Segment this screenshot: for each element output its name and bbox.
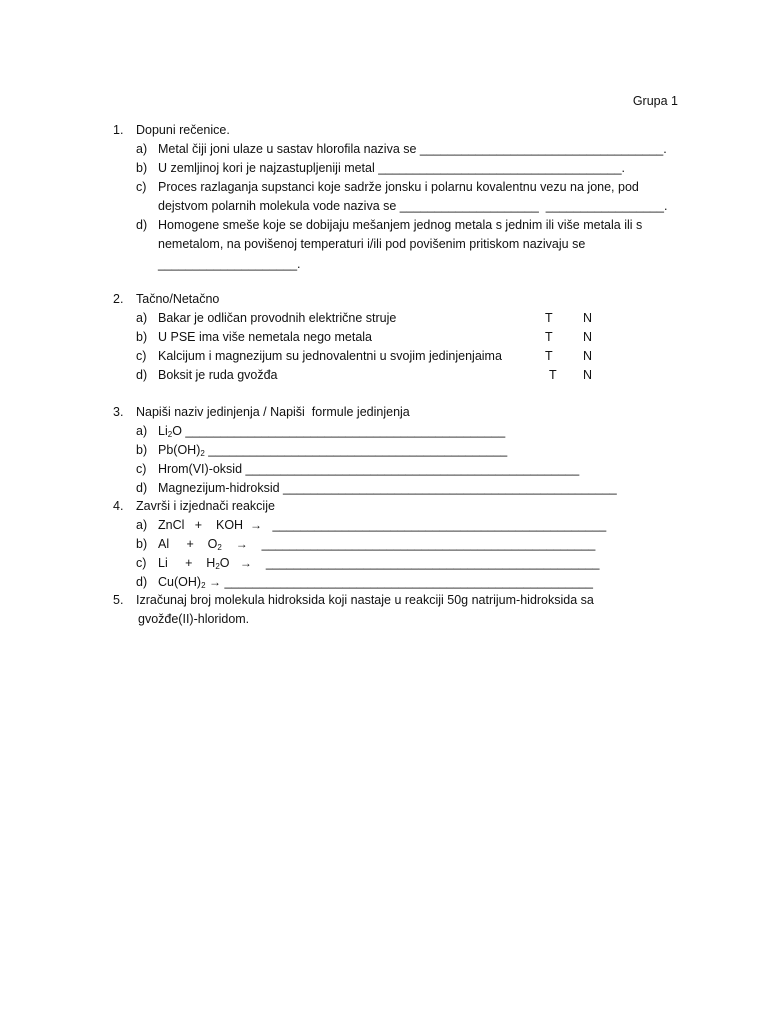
item-letter: a): [136, 518, 148, 532]
question-number: 3.: [113, 405, 124, 419]
arrow-icon: →: [239, 556, 252, 570]
question-title: Završi i izjednači reakcije: [136, 499, 275, 513]
item-letter: a): [136, 311, 148, 325]
true-option: T: [549, 368, 557, 382]
question-text-continued: gvožđe(II)-hloridom.: [138, 612, 250, 626]
item-text: Boksit je ruda gvožđa: [158, 368, 278, 382]
formula-line: $Li_2O$ ______________________________________________: [158, 424, 506, 439]
item-text: Homogene smeše koje se dobijaju mešanjem jednog metala s jednim ili više metala ili s: [158, 218, 643, 232]
question-title: Tačno/Netačno: [136, 292, 220, 306]
item-letter: b): [136, 161, 148, 175]
item-letter: c): [136, 180, 147, 194]
item-text: Bakar je odličan provodnih električne struje: [158, 311, 397, 325]
false-option: N: [583, 311, 593, 325]
arrow-icon: →: [250, 518, 263, 532]
question-number: 5.: [113, 593, 124, 607]
item-text: U PSE ima više nemetala nego metala: [158, 330, 372, 344]
arrow-icon: →: [209, 575, 221, 589]
item-text-continued: dejstvom polarnih molekula vode naziva se ____________________ _________________.: [158, 199, 668, 213]
formula-line: $Pb(OH)_2$ ___________________________________________: [158, 443, 508, 458]
compound-name-line: Hrom(VI)-oksid ________________________________________________: [158, 462, 580, 476]
item-text: U zemljinoj kori je najzastupljeniji metal ___________________________________.: [158, 161, 626, 175]
item-letter: c): [136, 462, 147, 476]
item-letter: c): [136, 556, 147, 570]
true-option: T: [545, 330, 553, 344]
question-number: 2.: [113, 292, 124, 306]
item-text-continued: nemetalom, na povišenoj temperaturi i/ili pod povišenim pritiskom nazivaju se: [158, 237, 586, 251]
reaction-line: ZnCl + KOH → ________________________________________________: [158, 518, 607, 532]
compound-name-line: Magnezijum-hidroksid ________________________________________________: [158, 481, 617, 495]
item-letter: a): [136, 424, 148, 438]
false-option: N: [583, 349, 593, 363]
item-letter: b): [136, 537, 148, 551]
item-letter: a): [136, 142, 148, 156]
item-letter: d): [136, 481, 148, 495]
false-option: N: [583, 330, 593, 344]
item-text: Proces razlaganja supstanci koje sadrže jonsku i polarnu kovalentnu vezu na jone, pod: [158, 180, 639, 194]
reaction-line: $Cu(OH)_2$ → _____________________________________________________: [158, 575, 593, 590]
reaction-line: Li + $H_2O$ → ________________________________________________: [158, 556, 600, 571]
question-title: Dopuni rečenice.: [136, 123, 230, 137]
question-title: Napiši naziv jedinjenja / Napiši formule jedinjenja: [136, 405, 410, 419]
question-number: 4.: [113, 499, 124, 513]
item-text: Metal čiji joni ulaze u sastav hlorofila naziva se ___________________________________.: [158, 142, 667, 156]
item-letter: c): [136, 349, 147, 363]
true-option: T: [545, 349, 553, 363]
item-letter: d): [136, 368, 148, 382]
question-text: Izračunaj broj molekula hidroksida koji nastaje u reakciji 50g natrijum-hidroksida sa: [136, 593, 594, 607]
item-letter: d): [136, 218, 148, 232]
arrow-icon: →: [235, 537, 248, 551]
group-label: Grupa 1: [632, 94, 678, 108]
item-text: Kalcijum i magnezijum su jednovalentni u svojim jedinjenjaima: [158, 349, 502, 363]
reaction-line: Al + $O_2$ → ________________________________________________: [158, 537, 596, 552]
question-number: 1.: [113, 123, 124, 137]
answer-blank: ____________________.: [158, 257, 301, 271]
item-letter: d): [136, 575, 148, 589]
item-letter: b): [136, 330, 148, 344]
true-option: T: [545, 311, 553, 325]
false-option: N: [583, 368, 593, 382]
item-letter: b): [136, 443, 148, 457]
